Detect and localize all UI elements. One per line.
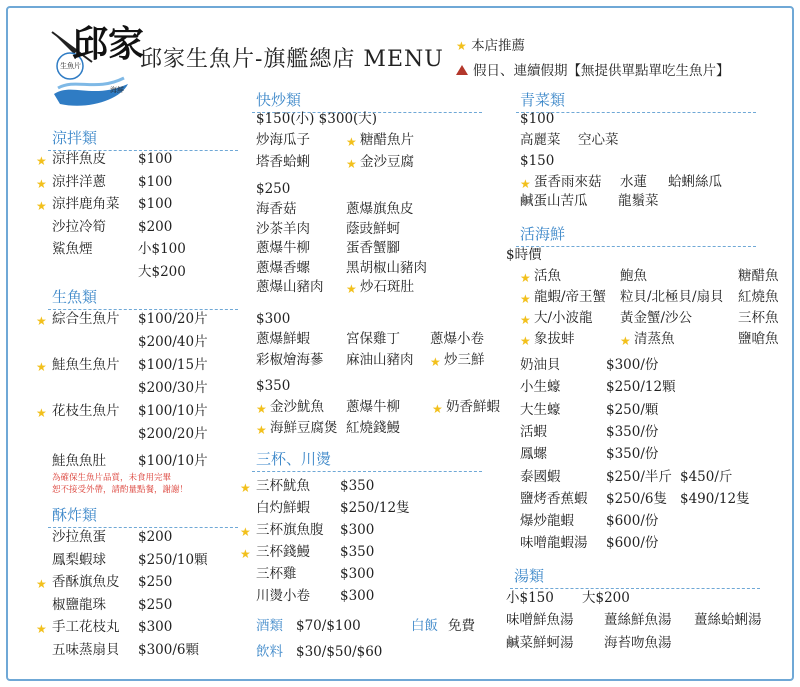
menu-item-price: $600/份 <box>606 535 659 552</box>
star-icon: ★ <box>346 157 357 171</box>
menu-item-price: $300 <box>340 588 375 604</box>
menu-item-name: 炒海瓜子 <box>256 132 310 148</box>
menu-item-name: 白灼鮮蝦 <box>256 500 310 516</box>
menu-item-name: 小生蠔 <box>520 379 561 396</box>
menu-item-name: 鮭魚生魚片 <box>52 357 120 373</box>
menu-item-name: 香酥旗魚皮 <box>52 574 120 590</box>
menu-item-name: 塔香蛤蜊 <box>256 154 310 170</box>
legend-recommend: ★ 本店推薦 <box>456 38 526 54</box>
menu-item-name: 蔥爆牛柳 <box>346 399 400 415</box>
menu-item-name: 爆炒龍蝦 <box>520 513 574 530</box>
menu-item-name: 蔥爆鮮蝦 <box>256 331 310 347</box>
star-icon: ★ <box>346 282 357 296</box>
star-icon: ★ <box>520 334 531 348</box>
section-divider <box>510 588 760 589</box>
star-icon: ★ <box>620 334 631 348</box>
star-icon: ★ <box>520 313 531 327</box>
menu-item-name: 海香菇 <box>256 201 297 217</box>
star-icon: ★ <box>36 314 47 328</box>
menu-item-price: $250/顆 <box>606 401 659 418</box>
menu-item-name: 清蒸魚 <box>634 331 675 347</box>
section-divider <box>48 527 238 528</box>
menu-item-name: 宮保雞丁 <box>346 331 400 347</box>
menu-item-price: $200/30片 <box>138 380 208 396</box>
menu-item-name: 沙拉魚蛋 <box>52 529 106 545</box>
takeout-note: 為確保生魚片品質，未食用完畢 <box>52 473 172 483</box>
takeout-note: 恕不接受外帶，請酌量點餐，謝謝！ <box>52 485 189 495</box>
section-divider <box>252 471 482 472</box>
menu-item-name: 炒石斑肚 <box>360 279 414 295</box>
menu-item-name: 蛋香雨來菇 <box>534 174 602 190</box>
star-icon: ★ <box>36 199 47 213</box>
menu-item-name: 蛤蜊絲瓜 <box>668 174 722 190</box>
menu-item-name: 沙拉冷筍 <box>52 218 106 235</box>
menu-item-name: 金沙豆腐 <box>360 154 414 170</box>
menu-item-price: $100 <box>138 151 173 167</box>
menu-item-price: $250/10顆 <box>138 551 208 568</box>
price-group-label: $150 <box>520 153 555 169</box>
menu-item-name: 炒三鮮 <box>444 352 485 368</box>
star-icon: ★ <box>520 271 531 285</box>
logo-main-text: 邱家 <box>72 23 145 65</box>
rice-price: 免費 <box>448 618 475 634</box>
menu-item-name: 鹹菜鮮蚵湯 <box>506 635 574 651</box>
star-icon: ★ <box>240 481 251 495</box>
menu-item-name: 象拔蚌 <box>534 331 575 347</box>
menu-item-price: $300 <box>138 619 173 635</box>
menu-item-name: 黃金蟹/沙公 <box>620 310 693 326</box>
menu-item-name: 高麗菜 <box>520 132 561 148</box>
section-title: 涼拌類 <box>52 129 98 147</box>
menu-item-price: $600/份 <box>606 513 659 530</box>
section-divider <box>516 246 756 247</box>
menu-item-name: 鳳螺 <box>520 446 547 463</box>
menu-item-price: $250/半斤 <box>606 468 672 485</box>
menu-item-name: 金沙魷魚 <box>270 399 324 415</box>
menu-item-price: 大$200 <box>138 263 186 280</box>
menu-item-name: 鮑魚 <box>620 268 647 284</box>
menu-item-price: $300/份 <box>606 357 659 373</box>
menu-item-price: $300 <box>340 566 375 582</box>
menu-item-name: 大生蠔 <box>520 401 561 418</box>
menu-item-name: 鹽烤香蕉蝦 <box>520 490 588 507</box>
page-title: 邱家生魚片-旗艦總店 MENU <box>140 47 444 72</box>
menu-item-name: 泰國蝦 <box>520 468 561 485</box>
menu-item-name: 三杯魚 <box>738 310 779 326</box>
drink-label: 飲料 <box>256 644 283 660</box>
menu-item-name: 活蝦 <box>520 423 547 440</box>
menu-item-price: $200 <box>138 218 173 235</box>
soup-small-price: 小$150 <box>506 590 554 606</box>
seasonal-price: $時價 <box>506 247 542 263</box>
menu-item-price: $100/10片 <box>138 453 208 469</box>
menu-item-name: 海苔吻魚湯 <box>604 635 672 651</box>
section-title: 生魚類 <box>52 288 98 306</box>
menu-item-name: 龍蝦/帝王蟹 <box>534 289 607 305</box>
menu-item-name: 海鮮豆腐煲 <box>270 420 338 436</box>
menu-item-name: 涼拌洋蔥 <box>52 173 106 190</box>
price-group-label: $100 <box>520 111 555 127</box>
star-icon: ★ <box>36 360 47 374</box>
menu-item-name: 涼拌鹿角菜 <box>52 196 120 212</box>
star-icon: ★ <box>36 577 47 591</box>
star-icon: ★ <box>36 622 47 636</box>
triangle-warning-icon <box>456 65 468 75</box>
drink-price: $70/$100 <box>296 618 361 634</box>
menu-item-price: $100/20片 <box>138 311 208 327</box>
menu-item-name: 蔥爆牛柳 <box>256 240 310 256</box>
menu-item-price: $300 <box>340 522 375 538</box>
menu-item-price: $100 <box>138 196 173 212</box>
star-icon: ★ <box>240 525 251 539</box>
logo-small-left: 生魚片 <box>60 62 81 70</box>
menu-item-name: 麻油山豬肉 <box>346 352 414 368</box>
menu-item-price: $350 <box>340 478 375 494</box>
menu-item-price: $250 <box>138 596 173 613</box>
logo-small-right: 海鮮 <box>110 86 124 94</box>
menu-item-name: 五味蒸扇貝 <box>52 641 120 658</box>
menu-item-price: $350/份 <box>606 423 659 440</box>
menu-item-price: $200/20片 <box>138 426 208 442</box>
menu-item-name: 薑絲蛤蜊湯 <box>694 612 762 628</box>
menu-item-name: 手工花枝丸 <box>52 619 120 635</box>
section-title: 青菜類 <box>520 91 566 109</box>
menu-item-price: $250/12顆 <box>606 379 676 396</box>
menu-item-price: $300/6顆 <box>138 641 199 658</box>
menu-item-name: 空心菜 <box>578 132 619 148</box>
menu-item-name: 糖醋魚片 <box>360 132 414 148</box>
menu-item-name: 活魚 <box>534 268 561 284</box>
menu-item-name: 水蓮 <box>620 174 647 190</box>
menu-item-name: 鯊魚煙 <box>52 241 93 257</box>
section-title: 三杯、川燙 <box>256 450 332 468</box>
menu-item-name: 蔥爆小卷 <box>430 331 484 347</box>
price-group-label: $350 <box>256 378 291 394</box>
menu-item-price: $250/12隻 <box>340 500 410 516</box>
menu-item-price: $100 <box>138 173 173 190</box>
menu-item-name: 糖醋魚 <box>738 268 779 284</box>
section-title: 快炒類 <box>256 91 302 109</box>
star-icon: ★ <box>256 402 267 416</box>
menu-item-name: 奶油貝 <box>520 357 561 373</box>
menu-item-price: $450/斤 <box>680 468 733 485</box>
star-icon: ★ <box>520 292 531 306</box>
price-group-label: $250 <box>256 181 291 197</box>
section-title: 活海鮮 <box>520 225 566 243</box>
menu-item-name: 薑絲鮮魚湯 <box>604 612 672 628</box>
menu-item-price: 小$100 <box>138 241 186 257</box>
menu-item-name: 蔥爆香螺 <box>256 259 310 276</box>
menu-item-name: 花枝生魚片 <box>52 403 120 419</box>
star-icon: ★ <box>256 423 267 437</box>
star-icon: ★ <box>36 154 47 168</box>
star-icon: ★ <box>430 355 441 369</box>
menu-item-name: 味噌鮮魚湯 <box>506 612 574 628</box>
menu-item-name: 川燙小卷 <box>256 588 310 604</box>
menu-item-price: $350/份 <box>606 446 659 463</box>
menu-item-name: 紅燒魚 <box>738 289 779 305</box>
menu-item-name: 鳳梨蝦球 <box>52 551 106 568</box>
menu-item-name: 蔥爆旗魚皮 <box>346 201 414 217</box>
legend-holiday: 假日、連續假期【無提供單點單吃生魚片】 <box>456 65 730 79</box>
menu-item-name: 黑胡椒山豬肉 <box>346 259 427 276</box>
menu-item-name: 紅燒錢鰻 <box>346 420 400 436</box>
logo <box>48 23 145 112</box>
menu-item-name: 沙茶羊肉 <box>256 220 310 237</box>
section-divider <box>48 309 238 310</box>
menu-item-name: 大/小波龍 <box>534 310 593 326</box>
soup-large-price: 大$200 <box>582 590 630 606</box>
menu-item-name: 蛋香蟹腳 <box>346 240 400 256</box>
menu-item-price: $100/15片 <box>138 357 208 373</box>
star-icon: ★ <box>520 177 531 191</box>
price-group-label: $300 <box>256 311 291 327</box>
drink-price: $30/$50/$60 <box>296 644 383 660</box>
menu-item-price: $250 <box>138 574 173 590</box>
star-icon: ★ <box>432 402 443 416</box>
section-title: 酥炸類 <box>52 506 98 524</box>
menu-item-price: $200 <box>138 529 173 545</box>
menu-item-name: 三杯錢鰻 <box>256 544 310 560</box>
menu-item-name: 鮭魚魚肚 <box>52 453 106 469</box>
menu-item-price: $250/6隻 <box>606 490 667 507</box>
section-title: 湯類 <box>514 567 545 585</box>
price-group-label: $150(小) $300(大) <box>256 111 378 127</box>
menu-item-price: $100/10片 <box>138 403 208 419</box>
star-icon: ★ <box>36 406 47 420</box>
menu-item-name: 綜合生魚片 <box>52 311 120 327</box>
menu-item-name: 涼拌魚皮 <box>52 151 106 167</box>
menu-item-name: 鹽嗆魚 <box>738 331 779 347</box>
menu-item-name: 鹹蛋山苦瓜 <box>520 193 588 209</box>
menu-item-price: $200/40片 <box>138 334 208 350</box>
rice-label: 白飯 <box>411 618 438 634</box>
menu-item-name: 味噌龍蝦湯 <box>520 535 588 552</box>
menu-item-name: 三杯旗魚腹 <box>256 522 324 538</box>
star-icon: ★ <box>346 135 357 149</box>
star-icon: ★ <box>456 39 467 53</box>
menu-item-name: 奶香鮮蝦 <box>446 399 500 415</box>
menu-item-name: 蔥爆山豬肉 <box>256 279 324 295</box>
menu-item-name: 龍鬚菜 <box>618 193 659 209</box>
menu-item-name: 三杯魷魚 <box>256 478 310 494</box>
menu-item-price: $350 <box>340 544 375 560</box>
menu-item-name: 彩椒燴海蔘 <box>256 352 324 368</box>
drink-label: 酒類 <box>256 618 283 634</box>
menu-item-name: 蔭豉鮮蚵 <box>346 220 400 237</box>
star-icon: ★ <box>36 176 47 191</box>
menu-item-name: 三杯雞 <box>256 566 297 582</box>
menu-item-name: 椒鹽龍珠 <box>52 596 106 613</box>
star-icon: ★ <box>240 547 251 561</box>
menu-item-name: 粒貝/北極貝/扇貝 <box>620 289 724 305</box>
menu-item-price: $490/12隻 <box>680 490 750 507</box>
